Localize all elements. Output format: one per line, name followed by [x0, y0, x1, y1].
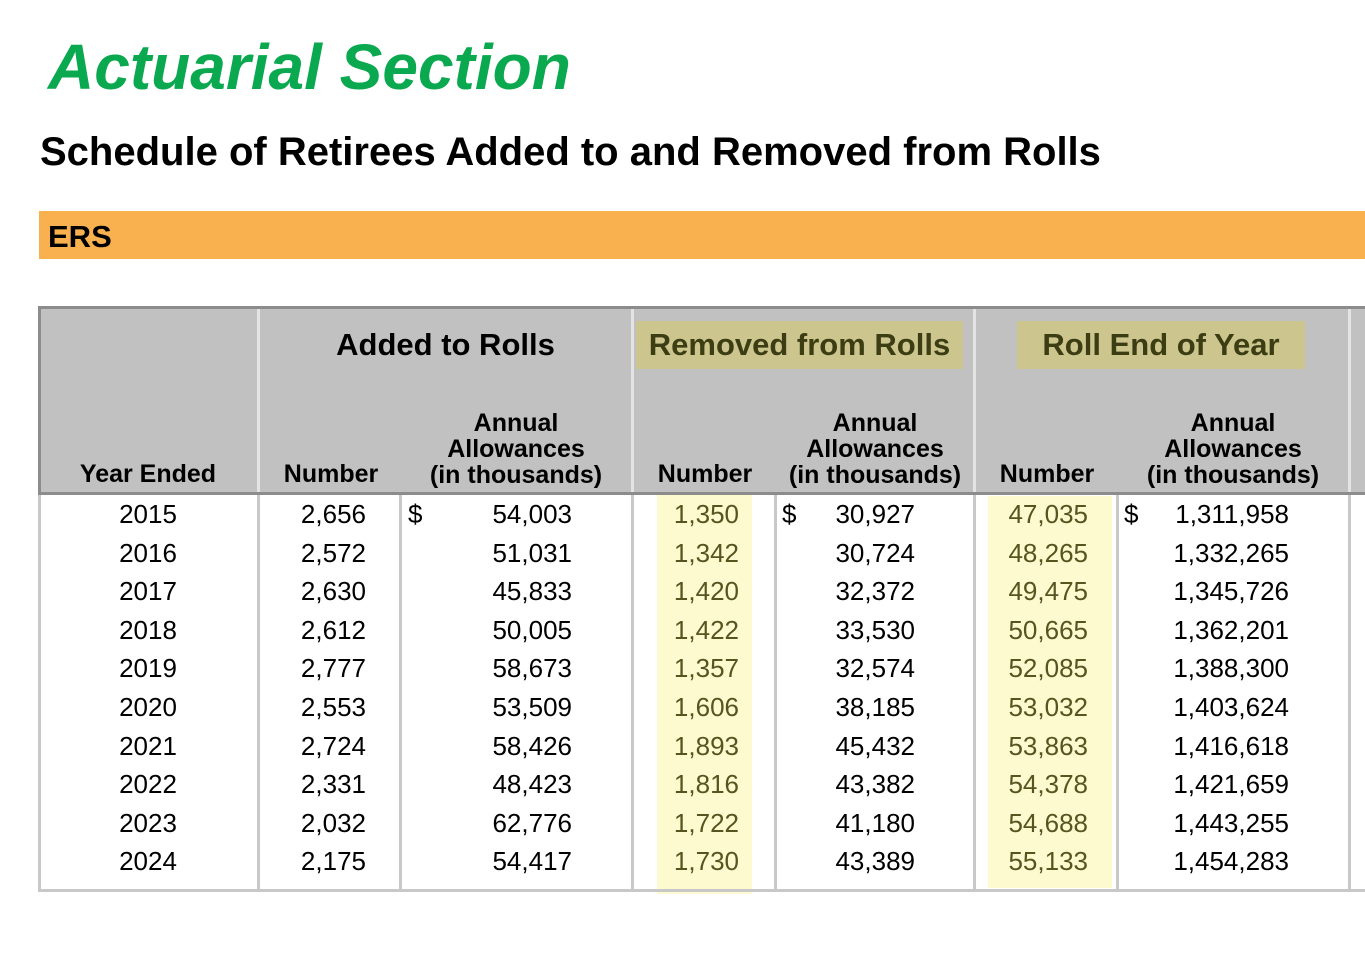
currency-symbol: $ — [782, 499, 797, 529]
cell-added-allowances: 58,673 — [492, 653, 572, 684]
cell-removed-allowances: 38,185 — [835, 692, 915, 722]
cell-removed-allowances: 32,574 — [835, 653, 915, 684]
cell-end-number: 54,378 — [1008, 769, 1088, 800]
group-header-roll-end: Roll End of Year — [1017, 321, 1305, 369]
cell-end-number: 48,265 — [1008, 537, 1088, 568]
cell-removed-number: 1,350 — [673, 499, 739, 529]
col-header-year: Year Ended — [79, 460, 217, 488]
section-banner — [39, 211, 1365, 259]
cell-added-number: 2,175 — [300, 846, 366, 877]
page-title: Actuarial Section — [48, 31, 571, 103]
cell-removed-number: 1,730 — [673, 846, 739, 877]
cell-end-allowances: 1,362,201 — [1173, 614, 1289, 645]
cell-end-allowances: 1,388,300 — [1173, 653, 1289, 684]
group-header-removed: Removed from Rolls — [636, 321, 963, 369]
cell-end-allowances: 1,421,659 — [1173, 769, 1289, 800]
cell-removed-number: 1,722 — [673, 807, 739, 838]
table-row — [38, 495, 1365, 533]
cell-removed-number: 1,422 — [673, 614, 739, 645]
cell-removed-allowances: 41,180 — [835, 807, 915, 838]
cell-year: 2023 — [119, 807, 177, 838]
cell-added-allowances: 50,005 — [492, 614, 572, 645]
cell-removed-allowances: 43,382 — [835, 769, 915, 800]
cell-removed-number: 1,606 — [673, 692, 739, 722]
cell-end-allowances: 1,416,618 — [1173, 730, 1289, 761]
table-row — [38, 727, 1365, 765]
cell-removed-number: 1,893 — [673, 730, 739, 761]
cell-end-number: 53,032 — [1008, 692, 1088, 722]
cell-added-allowances: 62,776 — [492, 807, 572, 838]
cell-end-allowances: 1,403,624 — [1173, 692, 1289, 722]
cell-removed-number: 1,357 — [673, 653, 739, 684]
cell-removed-number: 1,816 — [673, 769, 739, 800]
cell-added-allowances: 54,417 — [492, 846, 572, 877]
cell-added-allowances: 58,426 — [492, 730, 572, 761]
cell-added-allowances: 48,423 — [492, 769, 572, 800]
table-row — [38, 765, 1365, 803]
currency-symbol: $ — [1124, 499, 1139, 529]
cell-added-number: 2,630 — [300, 576, 366, 607]
cell-removed-allowances: 33,530 — [835, 614, 915, 645]
cell-end-number: 53,863 — [1008, 730, 1088, 761]
cell-added-number: 2,553 — [300, 692, 366, 722]
table-row — [38, 572, 1365, 610]
cell-year: 2017 — [119, 576, 177, 607]
table-row — [38, 688, 1365, 726]
cell-removed-allowances: 30,927 — [835, 499, 915, 529]
cell-added-number: 2,724 — [300, 730, 366, 761]
cell-end-allowances: 1,345,726 — [1173, 576, 1289, 607]
col-divider — [973, 309, 976, 492]
cell-removed-allowances: 43,389 — [835, 846, 915, 877]
cell-removed-number: 1,420 — [673, 576, 739, 607]
cell-year: 2019 — [119, 653, 177, 684]
col-divider — [631, 309, 634, 492]
retirees-table — [38, 306, 1365, 892]
cell-end-number: 47,035 — [1008, 499, 1088, 529]
cell-added-number: 2,777 — [300, 653, 366, 684]
cell-year: 2016 — [119, 537, 177, 568]
group-header-added: Added to Rolls — [336, 327, 555, 362]
cell-year: 2024 — [119, 846, 177, 877]
cell-year: 2020 — [119, 692, 177, 722]
cell-year: 2022 — [119, 769, 177, 800]
cell-year: 2018 — [119, 614, 177, 645]
page-subtitle: Schedule of Retirees Added to and Removed from Rolls — [40, 130, 1101, 174]
col-header-removed-allowances: Annual Allowances (in thousands) — [788, 409, 962, 489]
col-divider — [257, 309, 260, 492]
cell-removed-number: 1,342 — [673, 537, 739, 568]
table-row — [38, 804, 1365, 842]
cell-added-number: 2,656 — [300, 499, 366, 529]
cell-added-number: 2,032 — [300, 807, 366, 838]
col-header-removed-number: Number — [657, 460, 753, 488]
cell-end-number: 55,133 — [1008, 846, 1088, 877]
table-row — [38, 842, 1365, 880]
col-header-added-number: Number — [283, 460, 379, 488]
col-header-end-allowances: Annual Allowances (in thousands) — [1146, 409, 1320, 489]
cell-added-allowances: 54,003 — [492, 499, 572, 529]
currency-symbol: $ — [408, 499, 423, 529]
cell-end-allowances: 1,311,958 — [1175, 499, 1289, 529]
cell-end-number: 50,665 — [1008, 614, 1088, 645]
cell-end-number: 49,475 — [1008, 576, 1088, 607]
cell-end-allowances: 1,443,255 — [1173, 807, 1289, 838]
table-row — [38, 534, 1365, 572]
cell-added-allowances: 51,031 — [492, 537, 572, 568]
cell-added-allowances: 53,509 — [492, 692, 572, 722]
cell-year: 2015 — [119, 499, 177, 529]
table-row — [38, 611, 1365, 649]
cell-added-number: 2,572 — [300, 537, 366, 568]
col-divider — [1348, 309, 1351, 492]
section-banner-label: ERS — [48, 219, 112, 254]
cell-added-number: 2,331 — [300, 769, 366, 800]
cell-removed-allowances: 30,724 — [835, 537, 915, 568]
col-header-added-allowances: Annual Allowances (in thousands) — [429, 409, 603, 489]
cell-added-allowances: 45,833 — [492, 576, 572, 607]
table-row — [38, 649, 1365, 687]
cell-end-allowances: 1,332,265 — [1173, 537, 1289, 568]
cell-end-allowances: 1,454,283 — [1173, 846, 1289, 877]
cell-end-number: 52,085 — [1008, 653, 1088, 684]
cell-added-number: 2,612 — [300, 614, 366, 645]
cell-removed-allowances: 45,432 — [835, 730, 915, 761]
cell-year: 2021 — [119, 730, 177, 761]
cell-removed-allowances: 32,372 — [835, 576, 915, 607]
cell-end-number: 54,688 — [1008, 807, 1088, 838]
col-header-end-number: Number — [999, 460, 1095, 488]
table-bottom-border — [38, 889, 1365, 892]
